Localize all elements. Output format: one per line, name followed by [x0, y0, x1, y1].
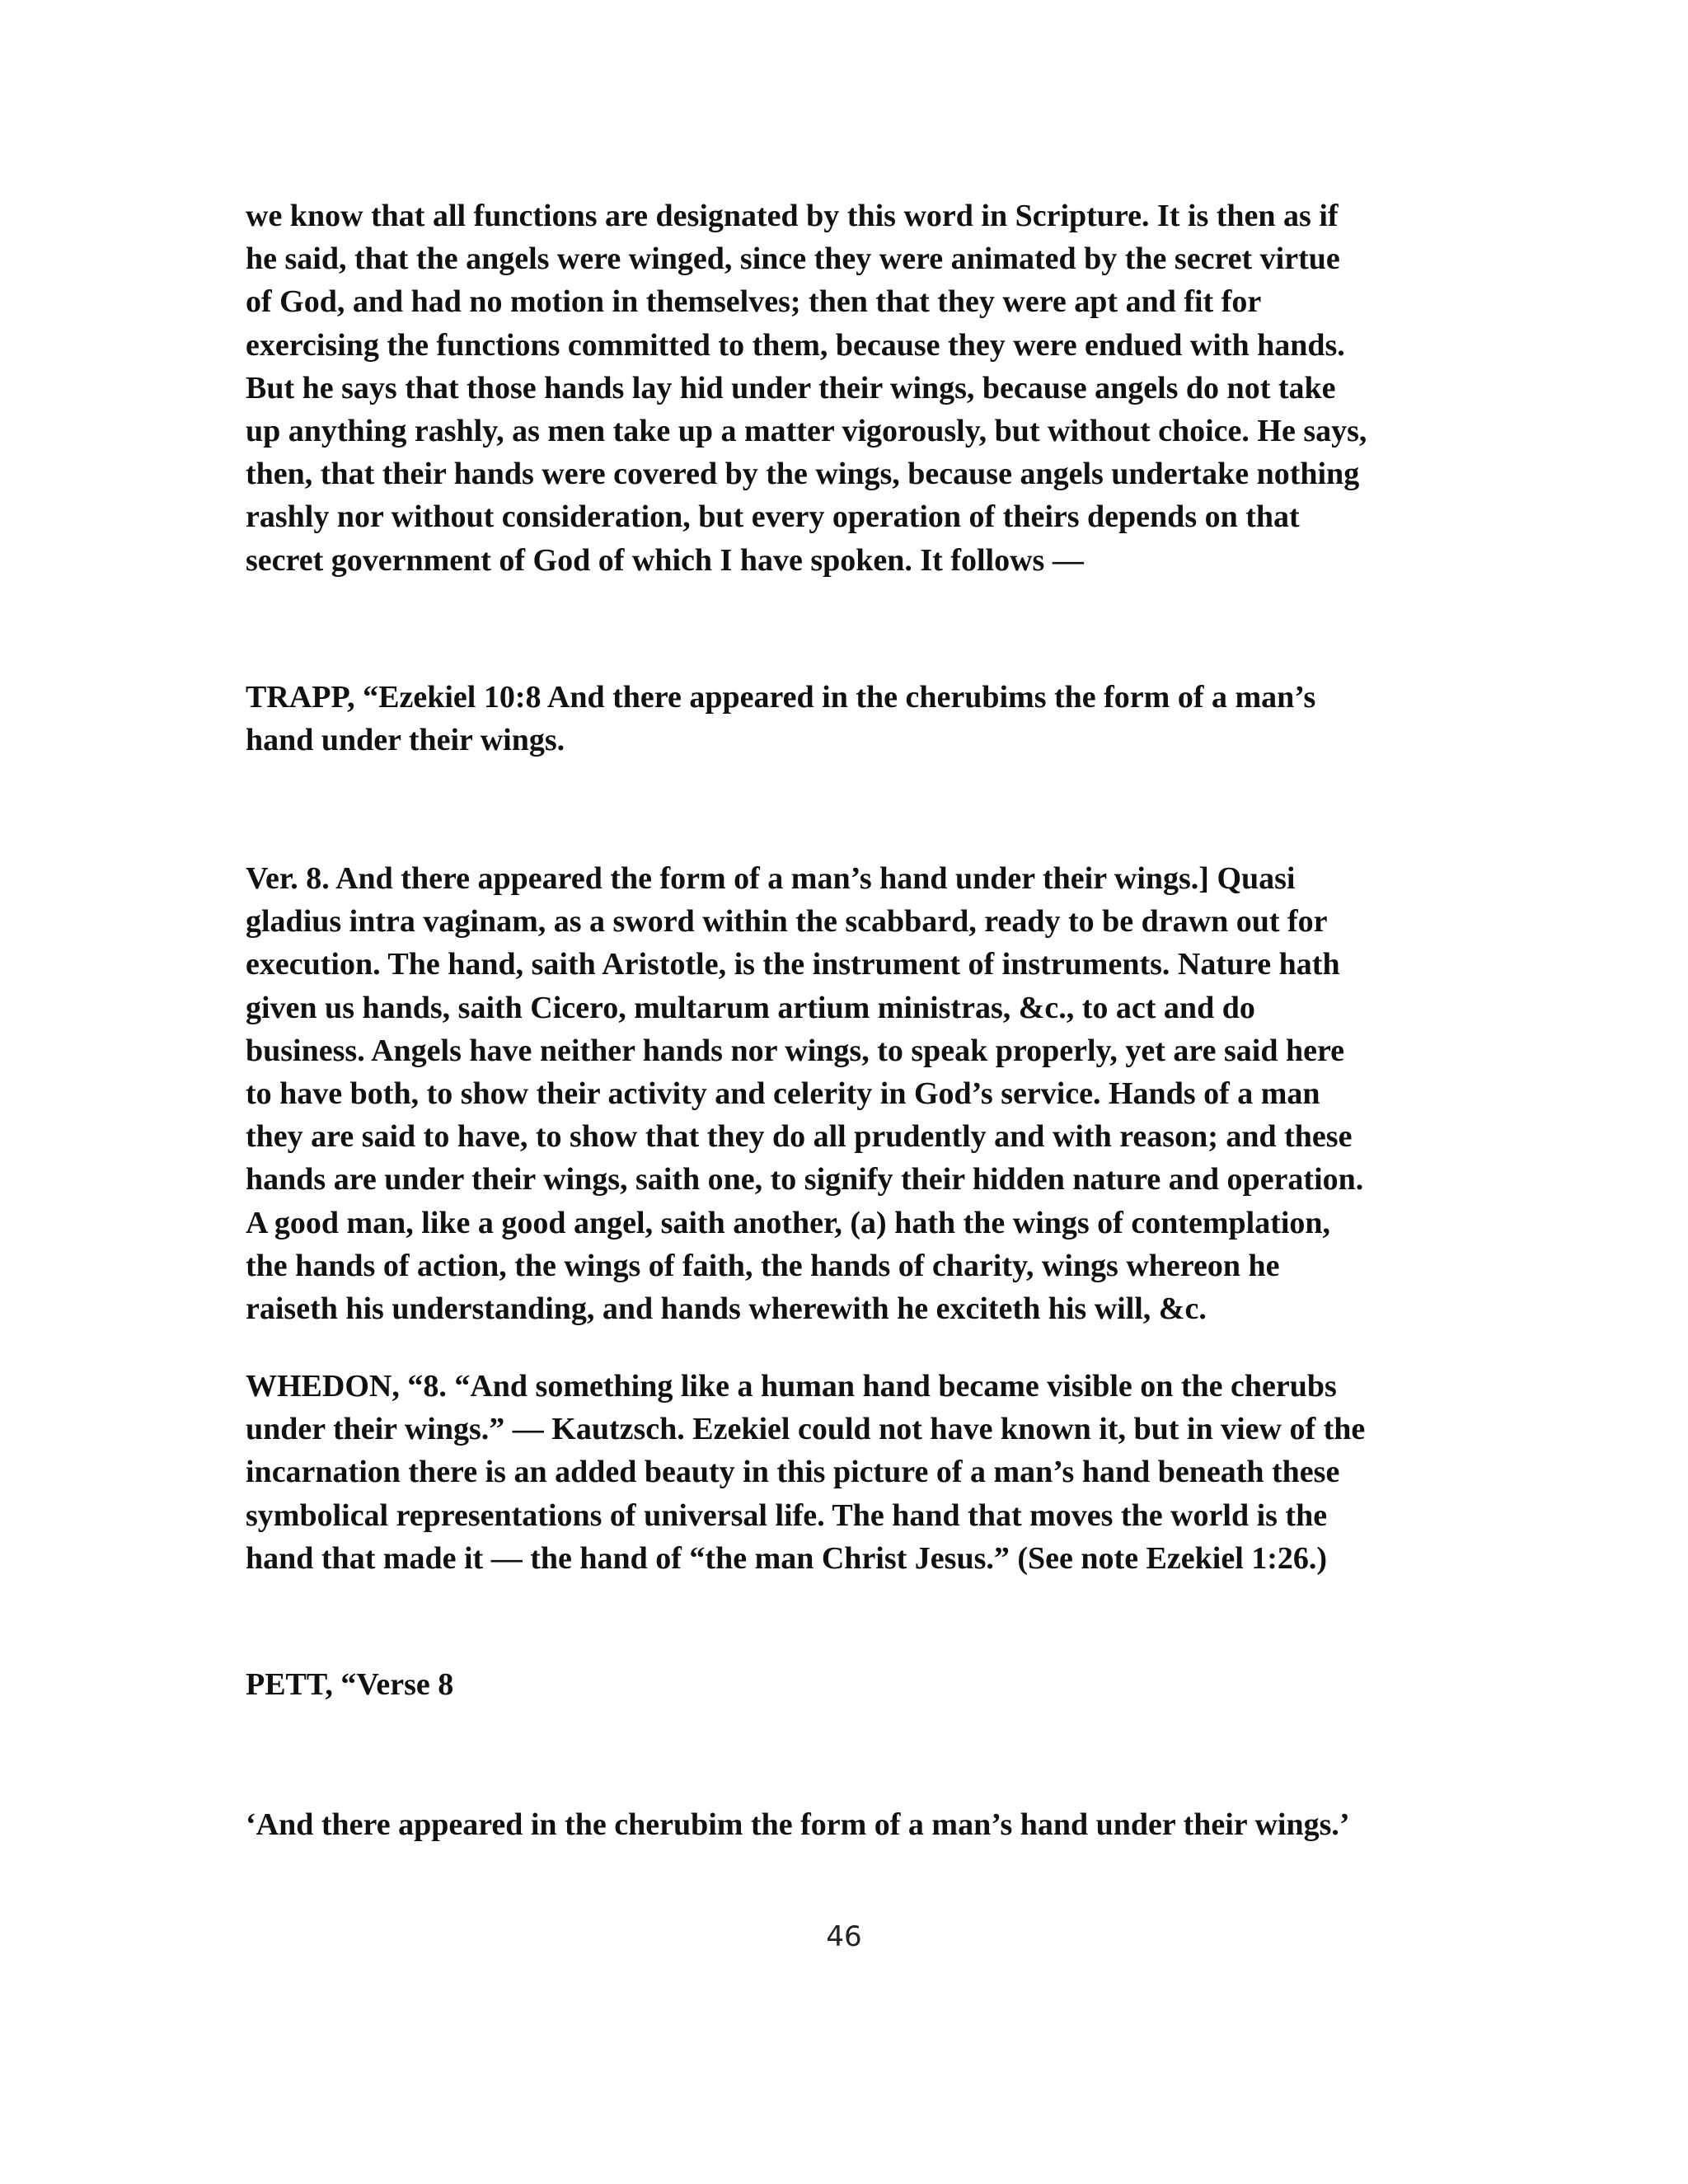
- whedon-commentary-paragraph: WHEDON, “8. “And something like a human hand became visible on the cherubs under their wings.” — Kautzsch. Ezekiel could not have known it, but in view of the incarnation there is an added beauty in this picture of a man’s hand beneath these symbolical representations of universal life. The hand that moves the world is the hand that made it — the hand of “the man Christ Jesus.” (See note Ezekiel 1:26.): [246, 1369, 1366, 1576]
- trapp-heading-paragraph: TRAPP, “Ezekiel 10:8 And there appeared in the cherubims the form of a man’s hand under their wings.: [246, 680, 1316, 758]
- trapp-commentary-paragraph: Ver. 8. And there appeared the form of a man’s hand under their wings.] Quasi gladius intra vaginam, as a sword within the scabbard, ready to be drawn out for execution. The hand, saith Aristotle, is the instrument of instruments. Nature hath given us hands, saith Cicero, multarum artium ministras, &c., to act and do business. Angels have neither hands nor wings, to speak properly, yet are said here to have both, to show their activity and celerity in God’s service. Hands of a man they are said to have, to show that they do all prudently and with reason; and these hands are under their wings, saith one, to signify their hidden nature and operation. A good man, like a good angel, saith another, (a) hath the wings of contemplation, the hands of action, the wings of faith, the hands of charity, wings whereon he raiseth his understanding, and hands wherewith he exciteth his will, &c.: [246, 861, 1364, 1327]
- commentary-paragraph-continuation: we know that all functions are designated by this word in Scripture. It is then as if he said, that the angels were winged, since they were animated by the secret virtue of God, and had no motion in themselves; then that they were apt and fit for exercising the functions committed to them, because they were endued with hands. But he says that those hands lay hid under their wings, because angels do not take up anything rashly, as men take up a matter vigorously, but without choice. He says, then, that their hands were covered by the wings, because angels undertake nothing rashly nor without consideration, but every operation of theirs depends on that secret government of God of which I have spoken. It follows —: [246, 199, 1367, 578]
- pett-verse-quote: ‘And there appeared in the cherubim the form of a man’s hand under their wings.’: [246, 1807, 1350, 1842]
- pett-heading: PETT, “Verse 8: [246, 1667, 454, 1702]
- page-number: 46: [826, 1920, 862, 1953]
